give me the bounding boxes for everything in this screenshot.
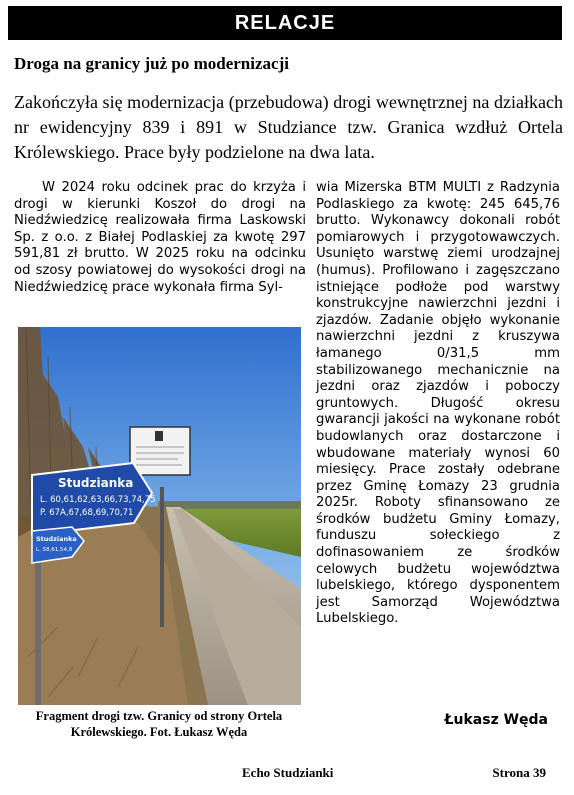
article-title: Droga na granicy już po modernizacji bbox=[14, 54, 289, 73]
footer-publication: Echo Studzianki bbox=[242, 765, 334, 780]
article-lead: Zakończyła się modernizacja (przebudowa) drogi wewnętrznej na działkach nr ewidencyjny 839 i 891 w Studziance tzw. Granica wzdłuż Ortela Królewskiego. Prace były podzielone na dwa lata. bbox=[14, 92, 563, 162]
article-author: Łukasz Węda bbox=[444, 712, 548, 728]
body-text-right: wia Mizerska BTM MULTI z Radzynia Podlaskiego za kwotę: 245 645,76 brutto. Wykonawcy dokonali robót pomiarowych i przygotowawczych. Usunięto warstwę ziemi urodzajnej (humus). Profilowano i zagęszczano istniejące podłoże pod warstwy konstrukcyjne nawierzchni jezdni i zjazdów. Zadanie objęło wykonanie nawierzchni jezdni z kruszywa łamanego 0/31,5 mm stabilizowanego mechanicznie na jezdni oraz zjazdów i poboczy gruntowych. Długość okresu gwarancji jakości na wykonane robót budowlanych oraz dostarczone i wbudowane materiały wynosi 60 miesięcy. Prace zostały odebrane przez Gminę Łomazy 23 grudnia 2025r. Roboty sfinansowano ze środków budżetu Gminy Łomazy, funduszu sołeckiego z dofinasowaniem ze środków celowych budżetu województwa lubelskiego, którego dysponentem jest Samorząd Województwa Lubelskiego. bbox=[316, 180, 560, 627]
sign-small-line: L. 58,61,54,8 bbox=[36, 547, 73, 553]
body-text-left: W 2024 roku odcinek prac do krzyża i drogi w kierunki Koszoł do drogi na Niedźwiedzicę realizowała firma Laskowski Sp. z o.o. z Białej Podlaskiej za kwotę 297 591,81 zł brutto. W 2025 roku na odcinku od szosy powiatowej do wysokości drogi na Niedźwiedzicę prace wykonała firma Syl- bbox=[14, 180, 306, 295]
sign-main-title: Studzianka bbox=[58, 476, 134, 490]
sign-small-title: Studzianka bbox=[36, 535, 77, 543]
sign-main-line2: P. 67A,67,68,69,70,71 bbox=[40, 508, 134, 518]
photo-caption: Fragment drogi tzw. Granicy od strony Ortela Królewskiego. Fot. Łukasz Węda bbox=[35, 709, 283, 739]
section-header: RELACJE bbox=[8, 6, 562, 40]
article-photo bbox=[18, 327, 301, 705]
sign-main-line1: L. 60,61,62,63,66,73,74,75 bbox=[40, 495, 156, 505]
footer-page-number: Strona 39 bbox=[492, 765, 546, 780]
